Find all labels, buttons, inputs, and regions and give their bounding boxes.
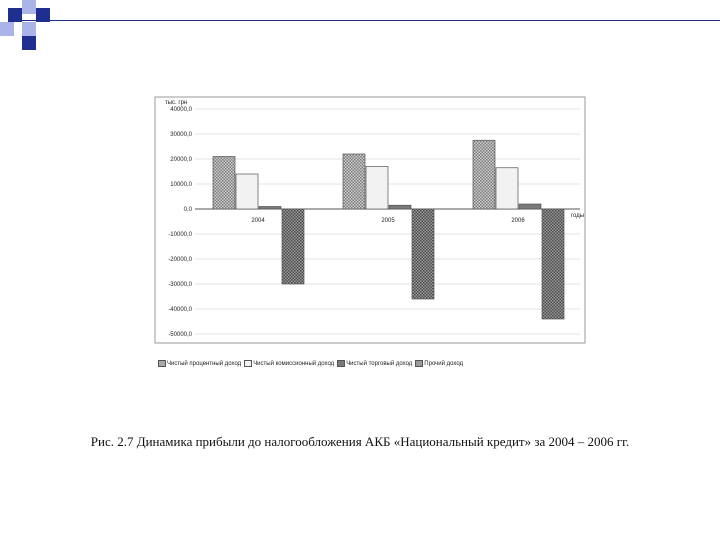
y-tick-label: -20000,0	[168, 257, 192, 263]
bar-2005-series-2	[366, 167, 388, 210]
y-axis-label: тыс. грн	[165, 100, 188, 106]
legend-item	[244, 360, 334, 367]
bar-2004-series-2	[236, 174, 258, 209]
legend-label: Чистый комиссионный доход	[253, 360, 335, 367]
y-tick-label: -10000,0	[168, 232, 192, 238]
legend-item	[415, 360, 463, 367]
bar-2005-series-3	[389, 205, 411, 209]
legend	[158, 360, 463, 367]
x-category-label: 2006	[511, 218, 525, 224]
legend-swatch	[158, 360, 166, 367]
bar-2006-series-1	[473, 140, 495, 209]
bar-2004-series-3	[259, 207, 281, 210]
y-tick-label: 30000,0	[170, 132, 192, 138]
figure-caption: Рис. 2.7 Динамика прибыли до налогообложения АКБ «Национальный кредит» за 2004 – 2006 гг.	[90, 434, 630, 449]
bar-2004-series-4	[282, 209, 304, 284]
bar-2005-series-4	[412, 209, 434, 299]
legend-swatch	[337, 360, 345, 367]
bar-2006-series-2	[496, 168, 518, 209]
legend-label: Чистый процентный доход	[167, 360, 242, 367]
y-tick-label: 40000,0	[170, 107, 192, 113]
x-category-label: 2005	[381, 218, 395, 224]
legend-swatch	[415, 360, 423, 367]
x-axis-label: годы	[571, 213, 585, 219]
x-category-label: 2004	[251, 218, 265, 224]
bar-2006-series-3	[519, 204, 541, 209]
legend-item	[337, 360, 412, 367]
y-tick-label: 10000,0	[170, 182, 192, 188]
legend-label: Чистый торговый доход	[346, 360, 413, 367]
y-tick-label: -30000,0	[168, 282, 192, 288]
legend-label: Прочий доход	[424, 360, 464, 367]
bar-2006-series-4	[542, 209, 564, 319]
y-tick-label: 20000,0	[170, 157, 192, 163]
bar-2004-series-1	[213, 157, 235, 210]
bar-2005-series-1	[343, 154, 365, 209]
legend-item	[158, 360, 241, 367]
y-tick-label: -40000,0	[168, 307, 192, 313]
y-tick-label: -50000,0	[168, 332, 192, 338]
y-tick-label: 0,0	[183, 207, 192, 213]
legend-swatch	[244, 360, 252, 367]
